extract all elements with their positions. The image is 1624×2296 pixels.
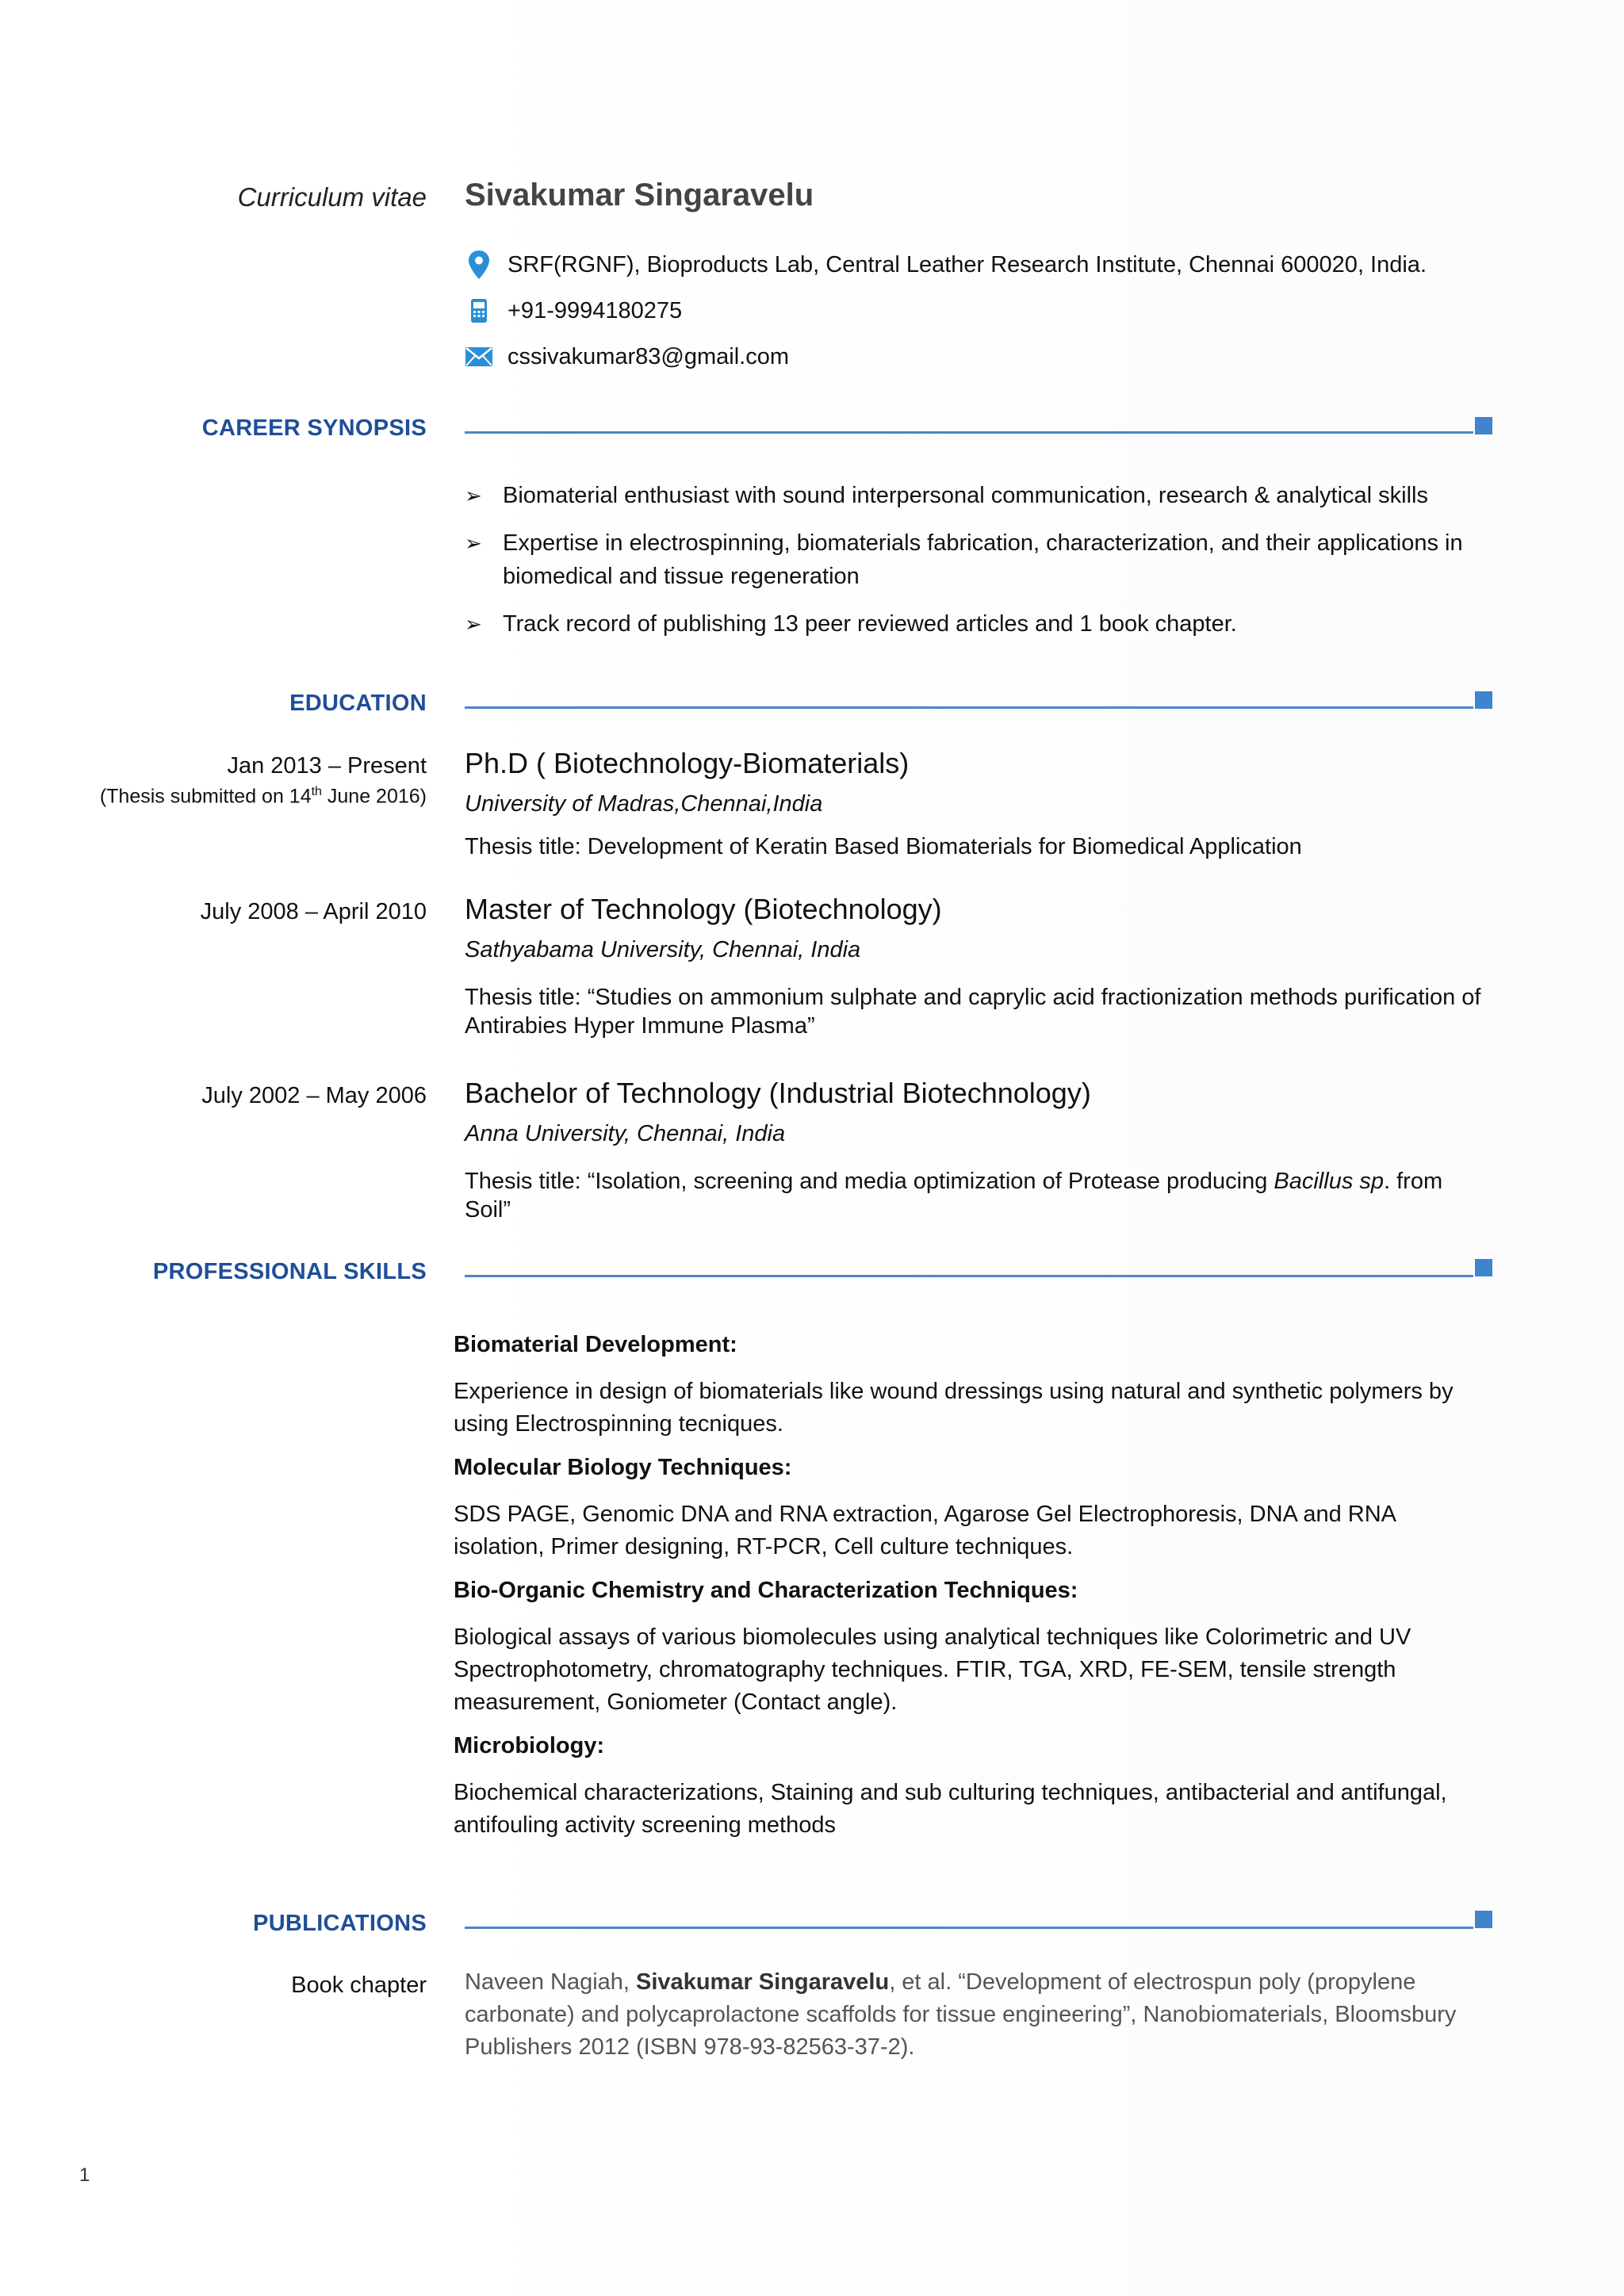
education-degree: Master of Technology (Biotechnology) <box>465 893 942 925</box>
phone-icon <box>465 297 493 325</box>
arrow-bullet-icon: ➢ <box>465 612 482 636</box>
education-university: University of Madras,Chennai,India <box>465 791 823 817</box>
education-date: July 2002 – May 2006 <box>201 1083 427 1108</box>
skills-list <box>454 1332 1477 1842</box>
skill-description: Biological assays of various biomolecules using analytical techniques like Colorimetric and UV Spectrophotometry, chromatography techniques. FTIR, TGA, XRD, FE-SEM, tensile strength measurement, Goniometer (Contact angle). <box>454 1624 1411 1715</box>
contact-address <box>465 251 1427 279</box>
location-pin-icon <box>465 251 493 279</box>
skill-heading: Biomaterial Development: <box>454 1332 737 1357</box>
education-date: July 2008 – April 2010 <box>200 899 427 924</box>
list-item: ➢ Expertise in electrospinning, biomaterials fabrication, characterization, and their applications in biomedical and tissue regeneration <box>465 526 1496 593</box>
section-rule-marker <box>1475 1911 1492 1928</box>
section-rule <box>465 706 1473 709</box>
section-rule <box>465 431 1473 434</box>
list-item: ➢ Track record of publishing 13 peer reviewed articles and 1 book chapter. <box>465 607 1496 641</box>
section-title-education: EDUCATION <box>289 691 427 716</box>
applicant-name: Sivakumar Singaravelu <box>465 178 814 212</box>
section-rule <box>465 1275 1473 1277</box>
skill-description: Biochemical characterizations, Staining and sub culturing techniques, antibacterial and antifungal, antifouling activity screening methods <box>454 1780 1447 1838</box>
education-note: (Thesis submitted on 14th June 2016) <box>99 785 427 808</box>
email-link[interactable]: cssivakumar83@gmail.com <box>508 343 789 369</box>
arrow-bullet-icon: ➢ <box>465 484 482 507</box>
publication-type-label: Book chapter <box>291 1973 427 1998</box>
education-thesis: Thesis title: “Studies on ammonium sulphate and caprylic acid fractionization methods purification of Antirabies Hyper Immune Plasma” <box>465 985 1481 1039</box>
education-thesis: Thesis title: Development of Keratin Based Biomaterials for Biomedical Application <box>465 834 1302 859</box>
education-thesis: Thesis title: “Isolation, screening and media optimization of Protease producing Bacillus sp. from Soil” <box>465 1169 1443 1223</box>
envelope-icon <box>465 342 493 371</box>
skill-description: SDS PAGE, Genomic DNA and RNA extraction, Agarose Gel Electrophoresis, DNA and RNA isolation, Primer designing, RT-PCR, Cell culture techniques. <box>454 1502 1396 1559</box>
arrow-bullet-icon: ➢ <box>465 531 482 555</box>
phone-text: +91-9994180275 <box>508 297 683 323</box>
section-title-career: CAREER SYNOPSIS <box>201 415 427 441</box>
section-rule-marker <box>1475 691 1492 709</box>
section-rule-marker <box>1475 417 1492 434</box>
education-degree: Ph.D ( Biotechnology-Biomaterials) <box>465 747 910 779</box>
section-title-skills: PROFESSIONAL SKILLS <box>152 1259 427 1284</box>
education-degree: Bachelor of Technology (Industrial Biotechnology) <box>465 1077 1091 1109</box>
skill-heading: Bio-Organic Chemistry and Characterization Techniques: <box>454 1578 1078 1603</box>
contact-phone <box>465 297 682 325</box>
page-number: 1 <box>79 2164 90 2186</box>
education-university: Sathyabama University, Chennai, India <box>465 937 861 962</box>
cv-label: Curriculum vitae <box>237 182 427 212</box>
education-date: Jan 2013 – Present <box>227 753 427 779</box>
career-list <box>465 479 1496 641</box>
section-title-publications: PUBLICATIONS <box>253 1911 427 1936</box>
list-item: ➢ Biomaterial enthusiast with sound interpersonal communication, research & analytical skills <box>465 479 1496 512</box>
education-university: Anna University, Chennai, India <box>465 1121 786 1146</box>
skill-heading: Molecular Biology Techniques: <box>454 1455 792 1480</box>
skill-heading: Microbiology: <box>454 1733 605 1758</box>
section-rule-marker <box>1475 1259 1492 1276</box>
skill-description: Experience in design of biomaterials like wound dressings using natural and synthetic polymers by using Electrospinning tecniques. <box>454 1379 1454 1437</box>
contact-email <box>465 342 789 371</box>
publication-entry: Naveen Nagiah, Sivakumar Singaravelu, et al. “Development of electrospun poly (propylene carbonate) and polycaprolactone scaffolds for tissue engineering”, Nanobiomaterials, Bloomsbury Publishers 2012 (ISBN 978-93-82563-37-2). <box>465 1969 1457 2060</box>
address-text: SRF(RGNF), Bioproducts Lab, Central Leather Research Institute, Chennai 600020, India. <box>508 251 1427 277</box>
section-rule <box>465 1927 1473 1929</box>
